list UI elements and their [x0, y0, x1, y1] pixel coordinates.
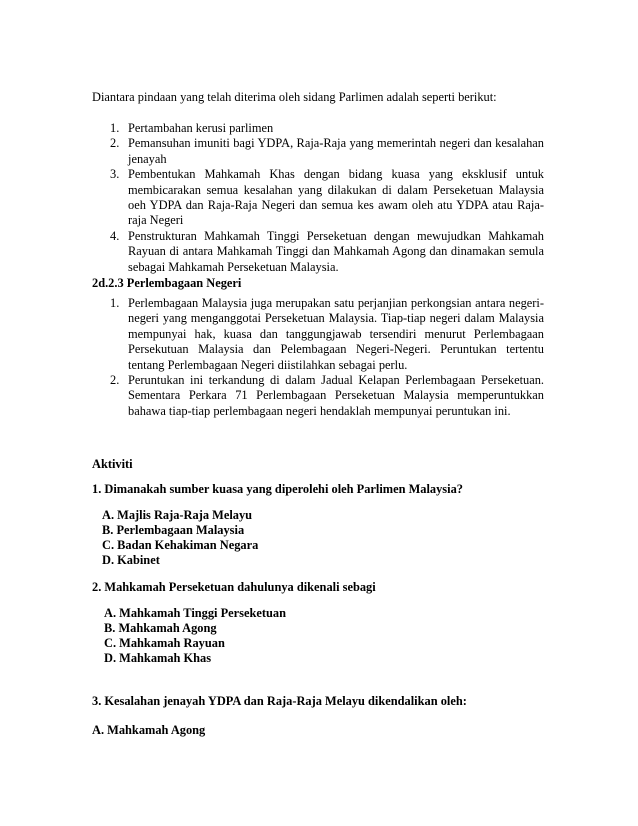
question-1-options — [102, 508, 258, 568]
list-item — [92, 167, 544, 229]
question-2: 2. Mahkamah Perseketuan dahulunya dikenali sebagi — [92, 580, 376, 594]
option-d: D. Mahkamah Khas — [104, 651, 212, 665]
item-text: Pertambahan kerusi parlimen — [128, 121, 274, 135]
option-d: D. Kabinet — [102, 553, 160, 567]
amendments-list — [92, 121, 544, 275]
item-number: 4. — [110, 228, 120, 243]
item-number: 3. — [110, 167, 120, 182]
question-1: 1. Dimanakah sumber kuasa yang diperolehi oleh Parlimen Malaysia? — [92, 482, 463, 496]
option-a: A. Mahkamah Agong — [92, 723, 206, 737]
item-text: Peruntukan ini terkandung di dalam Jadual Kelapan Perlembagaan Perseketuan. Sementara Perkara 71 Perlembagaan Perseketuan Malaysia memperuntukkan bahawa tiap-tiap perlembagaan negeri hendaklah mempunyai peruntukan ini. — [128, 373, 544, 418]
list-item — [92, 121, 544, 136]
option-b: B. Mahkamah Agong — [104, 621, 217, 635]
item-text: Penstrukturan Mahkamah Tinggi Perseketuan dengan mewujudkan Mahkamah Rayuan di antara Mahkamah Tinggi dan Mahkamah Agong dan dinamakan semula sebagai Mahkamah Perseketuan Malaysia. — [128, 228, 544, 274]
question-2-options — [104, 606, 286, 666]
option-b: B. Perlembagaan Malaysia — [102, 523, 245, 537]
activity-heading: Aktiviti — [92, 457, 133, 471]
section-heading: 2d.2.3 Perlembagaan Negeri — [92, 276, 242, 290]
option-a: A. Majlis Raja-Raja Melayu — [102, 508, 253, 522]
list-item — [92, 229, 544, 275]
option-c: C. Mahkamah Rayuan — [104, 636, 225, 650]
item-text: Pembentukan Mahkamah Khas dengan bidang kuasa yang eksklusif untuk membicarakan semua kesalahan yang dilakukan di dalam Perseketuan Malaysia oeh YDPA dan Raja-Raja Negeri dan semua kes awam oleh atu YDPA atau Raja-raja Negeri — [128, 167, 544, 228]
list-item — [92, 296, 544, 373]
item-text: Pemansuhan imuniti bagi YDPA, Raja-Raja yang memerintah negeri dan kesalahan jenayah — [128, 136, 544, 166]
item-number: 2. — [110, 373, 120, 388]
option-a: A. Mahkamah Tinggi Perseketuan — [104, 606, 286, 620]
item-number: 1. — [110, 296, 120, 310]
list-item — [92, 136, 544, 167]
question-3: 3. Kesalahan jenayah YDPA dan Raja-Raja Melayu dikendalikan oleh: — [92, 694, 467, 708]
option-c: C. Badan Kehakiman Negara — [102, 538, 259, 552]
item-number: 2. — [110, 136, 120, 151]
state-constitution-list — [92, 296, 544, 419]
item-text: Perlembagaan Malaysia juga merupakan satu perjanjian perkongsian antara negeri-negeri yang menganggotai Perseketuan Malaysia. Tiap-tiap negeri dalam Malaysia mempunyai hak, kuasa dan tanggungjawab tersendiri menurut Perlembagaan Persekutuan Malaysia dan Pelembagaan Negeri-Negeri. Peruntukan tertentu tentang Perlembagaan Negeri diistilahkan sebagai perlu. — [128, 296, 544, 372]
item-number: 1. — [110, 121, 120, 135]
list-item — [92, 373, 544, 419]
intro-paragraph: Diantara pindaan yang telah diterima oleh sidang Parlimen adalah seperti berikut: — [92, 90, 497, 104]
